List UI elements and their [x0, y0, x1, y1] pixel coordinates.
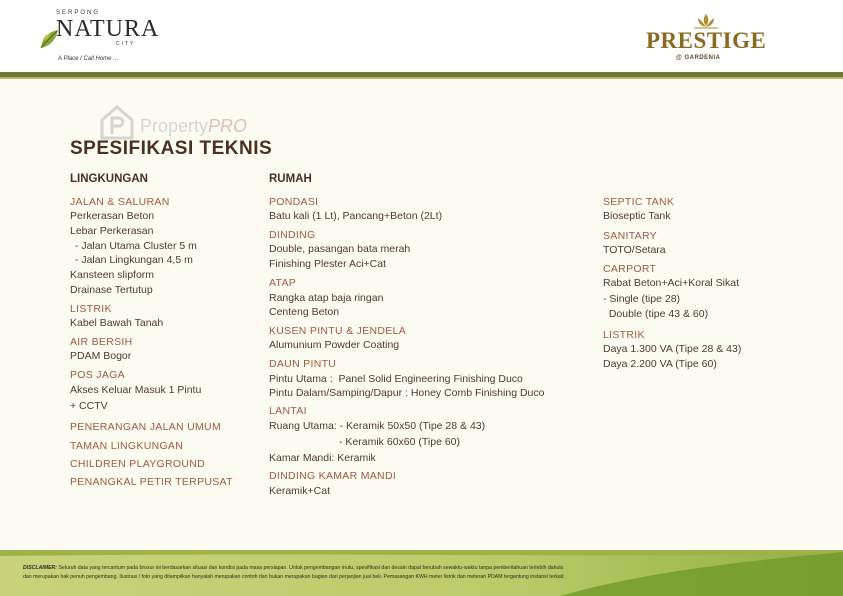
prestige-gardenia-logo[interactable]: [640, 12, 770, 68]
atap-title: ATAP: [269, 277, 297, 289]
pondasi-title: PONDASI: [269, 196, 319, 208]
sanitary-line-1: TOTO/Setara: [603, 244, 666, 256]
page-title: SPESIFIKASI TEKNIS: [70, 138, 273, 159]
daun-pintu-line-1: Pintu Utama : Panel Solid Engineering Finishing Duco: [269, 373, 523, 385]
lantai-line-1: Ruang Utama: - Keramik 50x50 (Tipe 28 & 43): [269, 420, 486, 432]
jalan-line-4: - Jalan Lingkungan 4,5 m: [72, 254, 193, 266]
prestige-text: PRESTIGE: [646, 28, 767, 53]
disclaimer-text-1: Seluruh data yang tercantum pada brosur ini berdasarkan situasi dan kondisi pada masa persiapan. Untuk pengembangan mutu, spesifikasi dan desain dapat berubah sewaktu-waktu tanpa pemberitahuan terlebih dahulu: [57, 565, 564, 571]
listrik-rumah-title: LISTRIK: [603, 329, 645, 341]
dinding-kamar-mandi-title: DINDING KAMAR MANDI: [269, 470, 397, 482]
daun-pintu-title: DAUN PINTU: [269, 358, 337, 370]
listrik-title: LISTRIK: [70, 303, 112, 315]
logo-city-text: CITY: [116, 41, 136, 47]
lingkungan-heading: LINGKUNGAN: [70, 173, 148, 185]
house-p-icon: [100, 104, 134, 140]
tagline: A Place I Call Home ...: [58, 56, 119, 62]
kusen-title: KUSEN PINTU & JENDELA: [269, 325, 406, 337]
septic-tank-line-1: Bioseptic Tank: [603, 210, 671, 222]
lantai-title: LANTAI: [269, 405, 307, 417]
watermark-property: Property: [140, 116, 209, 136]
atap-line-1: Rangka atap baja ringan: [269, 292, 384, 304]
disclaimer-label: DISCLAIMER:: [23, 565, 58, 571]
pos-jaga-line-2: + CCTV: [70, 400, 108, 412]
listrik-rumah-line-2: Daya 2.200 VA (Tipe 60): [603, 358, 717, 370]
carport-title: CARPORT: [603, 263, 657, 275]
logo-small-text: SERPONG: [56, 10, 101, 16]
pondasi-line-1: Batu kali (1 Lt), Pancang+Beton (2Lt): [269, 210, 443, 222]
kusen-line-1: Alumunium Powder Coating: [269, 339, 400, 351]
carport-line-1: Rabat Beton+Aci+Koral Sikat: [603, 277, 739, 289]
carport-line-2: - Single (tipe 28): [603, 293, 681, 305]
rumah-heading: RUMAH: [269, 173, 312, 185]
watermark-pro: PRO: [208, 116, 248, 136]
dinding-kamar-mandi-line-1: Keramik+Cat: [269, 485, 330, 497]
jalan-line-1: Perkerasan Beton: [70, 210, 155, 222]
header-divider-accent: [0, 77, 843, 79]
natura-city-logo[interactable]: [36, 10, 166, 66]
carport-line-3: Double (tipe 43 & 60): [603, 308, 709, 320]
footer-green-band: [0, 550, 843, 596]
listrik-line-1: Kabel Bawah Tanah: [70, 317, 164, 329]
sanitary-title: SANITARY: [603, 230, 657, 242]
air-bersih-title: AIR BERSIH: [70, 336, 133, 348]
logo-main-text: NATURA: [56, 16, 160, 42]
jalan-line-3: - Jalan Utama Cluster 5 m: [72, 240, 197, 252]
atap-line-2: Centeng Beton: [269, 306, 340, 318]
disclaimer-line-2: dan merupakan hak penuh pengembang. Ilustrasi / foto yang ditampilkan hanyalah merupakan contoh dan bukan merupakan bagian dari perjanjian jual beli. Pemasangan KWH meter listrik dan meteran PDAM tergantung instansi terkait.: [23, 574, 565, 580]
disclaimer-line-1: [23, 565, 563, 571]
daun-pintu-line-2: Pintu Dalam/Samping/Dapur : Honey Comb Finishing Duco: [269, 387, 545, 399]
lantai-line-2: - Keramik 60x60 (Tipe 60): [269, 436, 461, 448]
pos-jaga-title: POS JAGA: [70, 369, 125, 381]
taman-lingkungan: TAMAN LINGKUNGAN: [70, 440, 184, 452]
dinding-line-2: Finishing Plester Aci+Cat: [269, 258, 387, 270]
dinding-line-1: Double, pasangan bata merah: [269, 243, 411, 255]
children-playground: CHILDREN PLAYGROUND: [70, 458, 206, 470]
septic-tank-title: SEPTIC TANK: [603, 196, 675, 208]
pos-jaga-line-1: Akses Keluar Masuk 1 Pintu: [70, 384, 202, 396]
jalan-saluran-title: JALAN & SALURAN: [70, 196, 170, 208]
watermark-text: [140, 116, 247, 137]
penangkal-petir: PENANGKAL PETIR TERPUSAT: [70, 476, 233, 488]
jalan-line-6: Drainase Tertutup: [70, 284, 153, 296]
listrik-rumah-line-1: Daya 1.300 VA (Tipe 28 & 43): [603, 343, 742, 355]
jalan-line-2: Lebar Perkerasan: [70, 225, 154, 237]
dinding-title: DINDING: [269, 229, 316, 241]
header: [0, 0, 843, 72]
penerangan-jalan-umum: PENERANGAN JALAN UMUM: [70, 421, 221, 433]
air-bersih-line-1: PDAM Bogor: [70, 350, 132, 362]
lantai-line-3: Kamar Mandi: Keramik: [269, 452, 376, 464]
gardenia-text: @ GARDENIA: [676, 55, 721, 61]
jalan-line-5: Kansteen slipform: [70, 269, 155, 281]
